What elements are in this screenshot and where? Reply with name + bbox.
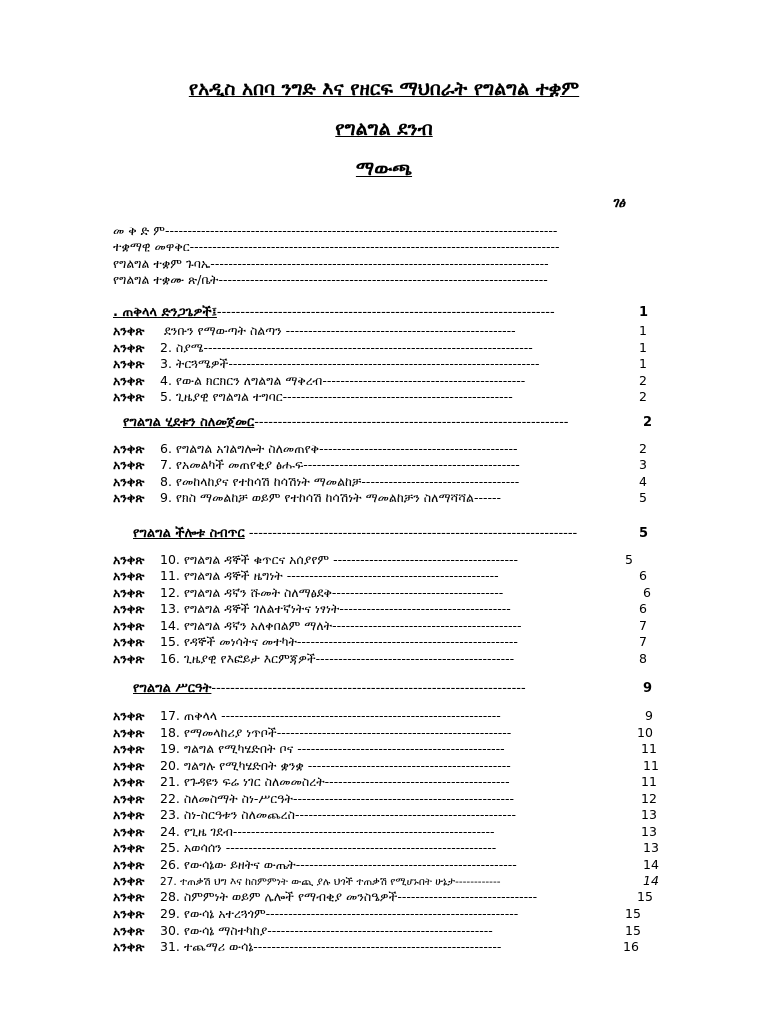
article-label: አንቀጽ: [113, 441, 145, 456]
toc-entry: [113, 708, 664, 724]
article-page-number: 11: [638, 741, 657, 757]
toc-entry: [113, 568, 658, 584]
toc-entry: [113, 474, 658, 490]
article-page-number: 6: [636, 601, 647, 617]
section-leader: -------------------------------------------------------------------: [211, 681, 526, 696]
toc-entry: [113, 373, 658, 389]
section-leader: -------------------------------------------------------------------: [254, 415, 569, 430]
toc-entry: [113, 441, 658, 457]
toc-entry: [113, 725, 656, 741]
article-title: 18. የማመላከሪያ ነጥቦች----------------------------------------------------: [160, 725, 512, 740]
title-contents: ማውጫ: [355, 158, 413, 180]
article-title: 11. የግልግል ዳኞች ዜግነት -----------------------------------------------: [160, 568, 499, 583]
toc-entry: [113, 323, 658, 339]
article-label: አንቀጽ: [113, 906, 145, 921]
article-page-number: 11: [640, 758, 659, 774]
article-page-number: 15: [622, 923, 641, 939]
section-page-number: 1: [636, 305, 648, 321]
toc-entry: [113, 552, 644, 568]
article-label: አንቀጽ: [113, 651, 145, 666]
toc-section-heading: [133, 526, 660, 542]
article-page-number: 4: [636, 474, 647, 490]
article-title: 22. ስለመስማት ስነ-ሥርዓት-------------------------------------------------: [160, 791, 515, 806]
article-label: አንቀጽ: [113, 585, 145, 600]
article-title: 30. የውሳኔ ማስተካከያ--------------------------------------------------: [160, 923, 493, 938]
article-label: አንቀጽ: [113, 857, 145, 872]
article-page-number: 5: [636, 490, 647, 506]
article-title: 7. የአመልካች መጠየቂያ ፅሑፍ------------------------------------------------: [160, 457, 520, 472]
article-title: 29. የውሳኔ አተረጓጎም--------------------------------------------------------: [160, 906, 519, 921]
article-page-number: 9: [642, 708, 653, 724]
article-label: አንቀጽ: [113, 474, 145, 489]
article-title: 25. አወሳሰን ------------------------------------------------------------: [160, 840, 497, 855]
article-title: 5. ጊዜያዊ የግልግል ተግባር---------------------------------------------------: [160, 389, 513, 404]
toc-section-heading: [123, 415, 664, 431]
article-page-number: 2: [636, 389, 647, 405]
article-page-number: 8: [636, 651, 647, 667]
toc-entry: [113, 457, 658, 473]
toc-section-heading: [113, 305, 660, 321]
section-leader: ----------------------------------------------------------------------: [244, 526, 578, 541]
toc-entry: [113, 601, 658, 617]
toc-front-entry: የግልግል ተቋሙ ጽ/ቤት-------------------------------------------------------------------------: [113, 272, 548, 287]
article-title: 14. የግልግል ዳኛን አለቀበልም ማለት------------------------------------------: [160, 618, 522, 633]
article-title: 15. የዳኞች መነሳትና መተካት-------------------------------------------------: [160, 634, 518, 649]
article-page-number: 1: [636, 340, 647, 356]
article-page-number: 15: [622, 906, 641, 922]
article-title: 24. የጊዜ ገደብ----------------------------------------------------------: [160, 824, 495, 839]
article-label: አንቀጽ: [113, 618, 145, 633]
article-page-number: 2: [636, 373, 647, 389]
article-label: አንቀጽ: [113, 634, 145, 649]
toc-entry: [113, 490, 658, 506]
section-page-number: 5: [636, 526, 648, 542]
article-page-number: 13: [640, 840, 659, 856]
article-page-number: 7: [636, 618, 647, 634]
article-label: አንቀጽ: [113, 873, 145, 888]
toc-entry: [113, 824, 660, 840]
toc-entry: [113, 807, 660, 823]
article-title: 4. የውል ክርክርን ለግልግል ማቅረብ---------------------------------------------: [160, 373, 526, 388]
toc-front-entry: የግልግል ተቋም ጉባኤ---------------------------------------------------------------------------: [113, 256, 549, 271]
article-page-number: 11: [638, 774, 657, 790]
toc-entry: [113, 618, 658, 634]
article-title: 8. የመከላከያና የተከሳሽ ከሳሽነት ማመልከቻ-----------------------------------: [160, 474, 520, 489]
article-page-number: 15: [634, 889, 653, 905]
article-label: አንቀጽ: [113, 807, 145, 822]
toc-entry: [113, 389, 658, 405]
article-label: አንቀጽ: [113, 939, 145, 954]
article-title: 31. ተጨማሪ ውሳኔ-------------------------------------------------------: [160, 939, 502, 954]
article-title: 3. ትርጓሜዎች---------------------------------------------------------------------: [160, 356, 540, 371]
article-title: 19. ግልግል የሚካሄድበት ቦና ----------------------------------------------: [160, 741, 505, 756]
article-title: 17. ጠቅላላ --------------------------------------------------------------: [160, 708, 501, 723]
toc-front-entry: ተቋማዊ መዋቅር----------------------------------------------------------------------------------: [113, 239, 560, 254]
toc-entry: [113, 356, 658, 372]
section-heading-text: የግልግል ሂደቱን ስለመጀመር: [123, 415, 255, 430]
toc-entry: [113, 857, 662, 873]
toc-entry: [113, 840, 662, 856]
article-page-number: 13: [638, 807, 657, 823]
article-page-number: 6: [636, 568, 647, 584]
article-title: 9. የክስ ማመልከቻ ወይም የተከሳሽ ከሳሽነት ማመልከቻን ስለማሻሻል------: [160, 490, 502, 505]
article-title: 12. የግልግል ዳኛን ሹመት ስለማፅደቅ--------------------------------------: [160, 585, 504, 600]
toc-entry: [113, 774, 660, 790]
article-label: አንቀጽ: [113, 725, 145, 740]
toc-entry: [113, 923, 644, 939]
section-heading-text: . ጠቅላላ ድንጋጌዎች፤: [113, 305, 217, 320]
article-label: አንቀጽ: [113, 389, 145, 404]
article-label: አንቀጽ: [113, 840, 145, 855]
article-title: 21. የጉዳዩን ፍሬ ነገር ስለመመስረት-----------------------------------------: [160, 774, 510, 789]
article-title: ደንቡን የማውጣት ስልጣን ---------------------------------------------------: [160, 323, 516, 338]
article-page-number: 6: [640, 585, 651, 601]
article-label: አንቀጽ: [113, 791, 145, 806]
title-rules: የግልግል ደንብ: [335, 118, 433, 140]
article-page-number: 16: [620, 939, 639, 955]
toc-entry: [113, 634, 658, 650]
article-label: አንቀጽ: [113, 457, 145, 472]
article-label: አንቀጽ: [113, 356, 145, 371]
article-title: 10. የግልግል ዳኞች ቁጥርና አሰያየም -----------------------------------------: [160, 552, 519, 567]
toc-entry: [113, 340, 658, 356]
toc-entry: [113, 889, 656, 905]
article-label: አንቀጽ: [113, 923, 145, 938]
article-label: አንቀጽ: [113, 889, 145, 904]
article-page-number: 13: [638, 824, 657, 840]
section-heading-text: የግልግል ሥርዓት: [133, 681, 212, 696]
article-label: አንቀጽ: [113, 774, 145, 789]
toc-front-entry: መ ቅ ድ ም---------------------------------------------------------------------------------------: [113, 223, 558, 238]
article-title: 23. ስነ-ስርዓቱን ስለመጨረስ-------------------------------------------------: [160, 807, 516, 822]
article-page-number: 12: [638, 791, 657, 807]
article-page-number: 14: [640, 873, 659, 889]
article-label: አንቀጽ: [113, 601, 145, 616]
article-title: 26. የውሳኔው ይዘትና ውጤት-------------------------------------------------: [160, 857, 517, 872]
article-page-number: 5: [622, 552, 633, 568]
section-leader: ------------------------------------------------------------------------: [216, 305, 555, 320]
toc-section-heading: [133, 681, 664, 697]
article-label: አንቀጽ: [113, 323, 145, 338]
article-page-number: 1: [636, 356, 647, 372]
article-title: 6. የግልግል አገልግሎት ስለመጠየቅ--------------------------------------------: [160, 441, 518, 456]
article-label: አንቀጽ: [113, 568, 145, 583]
article-label: አንቀጽ: [113, 708, 145, 723]
section-page-number: 9: [640, 681, 652, 697]
article-page-number: 2: [636, 441, 647, 457]
article-title: 16. ጊዜያዊ የእፎይታ እርምጃዎች--------------------------------------------: [160, 651, 515, 666]
article-title: 20. ግልግሉ የሚካሄድበት ቋንቋ ---------------------------------------------: [160, 758, 511, 773]
article-label: አንቀጽ: [113, 340, 145, 355]
article-label: አንቀጽ: [113, 758, 145, 773]
article-label: አንቀጽ: [113, 373, 145, 388]
toc-entry: [113, 906, 644, 922]
toc-entry: [113, 741, 660, 757]
article-page-number: 7: [636, 634, 647, 650]
article-label: አንቀጽ: [113, 490, 145, 505]
toc-entry: [113, 873, 662, 889]
article-title: 13. የግልግል ዳኞች ገለልተኛነትና ነፃነት--------------------------------------: [160, 601, 511, 616]
section-heading-text: የግልግል ችሎቱ ስብጥር: [133, 526, 245, 541]
toc-entry: [113, 939, 642, 955]
article-title: 27. ተጠቃሽ ህግ እና ከስምምነት ውጪ ያሉ ህጎች ተጠቃሽ የሚሆኑበት ሁኔታ------------: [160, 876, 501, 888]
toc-entry: [113, 585, 662, 601]
section-page-number: 2: [640, 415, 652, 431]
toc-entry: [113, 651, 658, 667]
article-label: አንቀጽ: [113, 741, 145, 756]
article-title: 2. ስያሜ-------------------------------------------------------------------------: [160, 340, 533, 355]
article-page-number: 10: [634, 725, 653, 741]
toc-entry: [113, 791, 660, 807]
article-page-number: 1: [636, 323, 647, 339]
article-label: አንቀጽ: [113, 552, 145, 567]
page-column-header: ገፅ: [612, 195, 626, 211]
article-title: 28. ስምምነት ወይም ሌሎች የማብቂያ መንስዔዎች-------------------------------: [160, 889, 538, 904]
article-page-number: 14: [640, 857, 659, 873]
toc-entry: [113, 758, 662, 774]
article-page-number: 3: [636, 457, 647, 473]
article-label: አንቀጽ: [113, 824, 145, 839]
title-organization: የአዲስ አበባ ንግድ እና የዘርፍ ማህበራት የግልግል ተቋም: [188, 78, 580, 100]
